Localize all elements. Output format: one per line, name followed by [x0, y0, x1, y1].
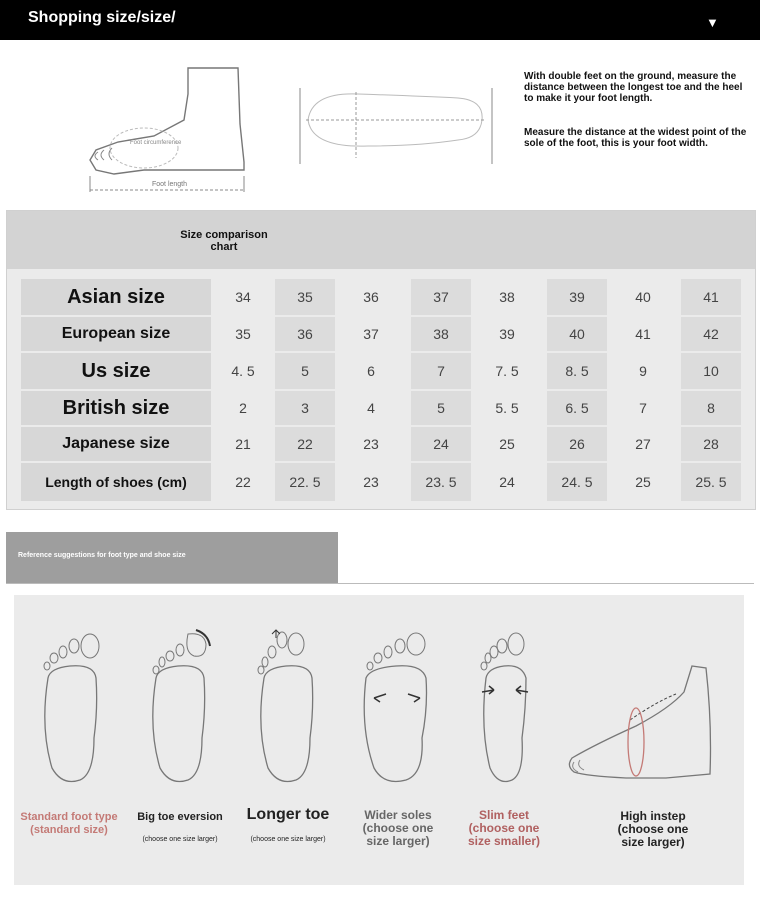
reference-tab: [6, 532, 338, 584]
slim-feet-icon: [470, 628, 540, 788]
size-cell: 34: [235, 289, 251, 305]
size-cell: 5: [411, 391, 471, 425]
size-cell: 39: [547, 279, 607, 315]
size-cell: 23: [363, 436, 379, 452]
size-cell: 37: [363, 326, 379, 342]
standard-foot-icon: [36, 628, 106, 788]
caption-slim-feet: Slim feet (choose one size smaller): [467, 808, 541, 848]
size-cell: 36: [363, 289, 379, 305]
caption-big-toe-eversion: Big toe eversion: [137, 811, 223, 823]
size-cell: 40: [635, 289, 651, 305]
size-cell: 24. 5: [547, 463, 607, 501]
size-cell: 6. 5: [547, 391, 607, 425]
size-cell: 35: [275, 279, 335, 315]
size-cell: 28: [681, 427, 741, 461]
circumference-label: Foot circumference: [130, 140, 182, 146]
size-cell: 21: [235, 436, 251, 452]
size-cell: 8. 5: [547, 353, 607, 389]
wider-soles-icon: [358, 628, 438, 788]
row-label: Asian size: [21, 279, 211, 315]
size-cell: 5: [275, 353, 335, 389]
size-cell: 22. 5: [275, 463, 335, 501]
longer-toe-icon: [252, 628, 322, 788]
row-label: British size: [21, 391, 211, 425]
size-cell: 24: [499, 474, 515, 490]
row-label: European size: [21, 317, 211, 351]
size-cell: 41: [635, 326, 651, 342]
size-cell: 23. 5: [411, 463, 471, 501]
width-note: Measure the distance at the widest point of the sole of the foot, this is your foot width.: [524, 127, 747, 149]
big-toe-eversion-icon: [144, 628, 214, 788]
measurement-section: [0, 40, 760, 205]
size-cell: 22: [235, 474, 251, 490]
caption-high-instep: High instep (choose one size larger): [617, 809, 689, 849]
size-cell: 6: [367, 363, 375, 379]
size-cell: 4: [367, 400, 375, 416]
size-cell: 42: [681, 317, 741, 351]
size-cell: 39: [499, 326, 515, 342]
chevron-down-icon[interactable]: ▼: [706, 15, 719, 30]
chart-title: Size comparison chart: [180, 229, 268, 253]
size-cell: 4. 5: [231, 363, 255, 379]
size-cell: 7: [639, 400, 647, 416]
size-cell: 5. 5: [495, 400, 519, 416]
row-label: Japanese size: [21, 427, 211, 461]
size-cell: 25: [635, 474, 651, 490]
size-cell: 25: [499, 436, 515, 452]
divider: [6, 583, 754, 584]
size-cell: 22: [275, 427, 335, 461]
row-label: Us size: [21, 353, 211, 389]
size-cell: 24: [411, 427, 471, 461]
size-cell: 7. 5: [495, 363, 519, 379]
size-comparison-chart: [6, 210, 756, 510]
row-label: Length of shoes (cm): [21, 463, 211, 501]
size-cell: 38: [499, 289, 515, 305]
size-cell: 38: [411, 317, 471, 351]
note-big-toe-eversion: (choose one size larger): [142, 836, 218, 843]
size-cell: 25. 5: [681, 463, 741, 501]
caption-longer-toe: Longer toe: [246, 806, 330, 823]
size-cell: 3: [275, 391, 335, 425]
size-cell: 9: [639, 363, 647, 379]
note-longer-toe: (choose one size larger): [250, 836, 326, 843]
length-note: With double feet on the ground, measure the distance between the longest toe and the heel to make it your foot length.: [524, 71, 743, 104]
chart-header: [7, 211, 755, 269]
foot-sole-illustration: [298, 86, 494, 166]
foot-side-illustration: [84, 64, 256, 194]
size-cell: 23: [363, 474, 379, 490]
size-cell: 36: [275, 317, 335, 351]
page-title: Shopping size/size/: [28, 9, 176, 26]
size-cell: 35: [235, 326, 251, 342]
size-cell: 27: [635, 436, 651, 452]
size-cell: 41: [681, 279, 741, 315]
length-label: Foot length: [152, 181, 188, 188]
header-bar: [0, 0, 760, 40]
caption-wider-soles: Wider soles (choose one size larger): [362, 808, 434, 848]
high-instep-icon: [566, 662, 726, 784]
size-cell: 26: [547, 427, 607, 461]
size-cell: 10: [681, 353, 741, 389]
size-cell: 40: [547, 317, 607, 351]
caption-standard-foot: Standard foot type (standard size): [20, 811, 118, 836]
size-cell: 2: [239, 400, 247, 416]
size-cell: 37: [411, 279, 471, 315]
reference-title: Reference suggestions for foot type and shoe size: [18, 552, 186, 559]
size-cell: 8: [681, 391, 741, 425]
size-cell: 7: [411, 353, 471, 389]
